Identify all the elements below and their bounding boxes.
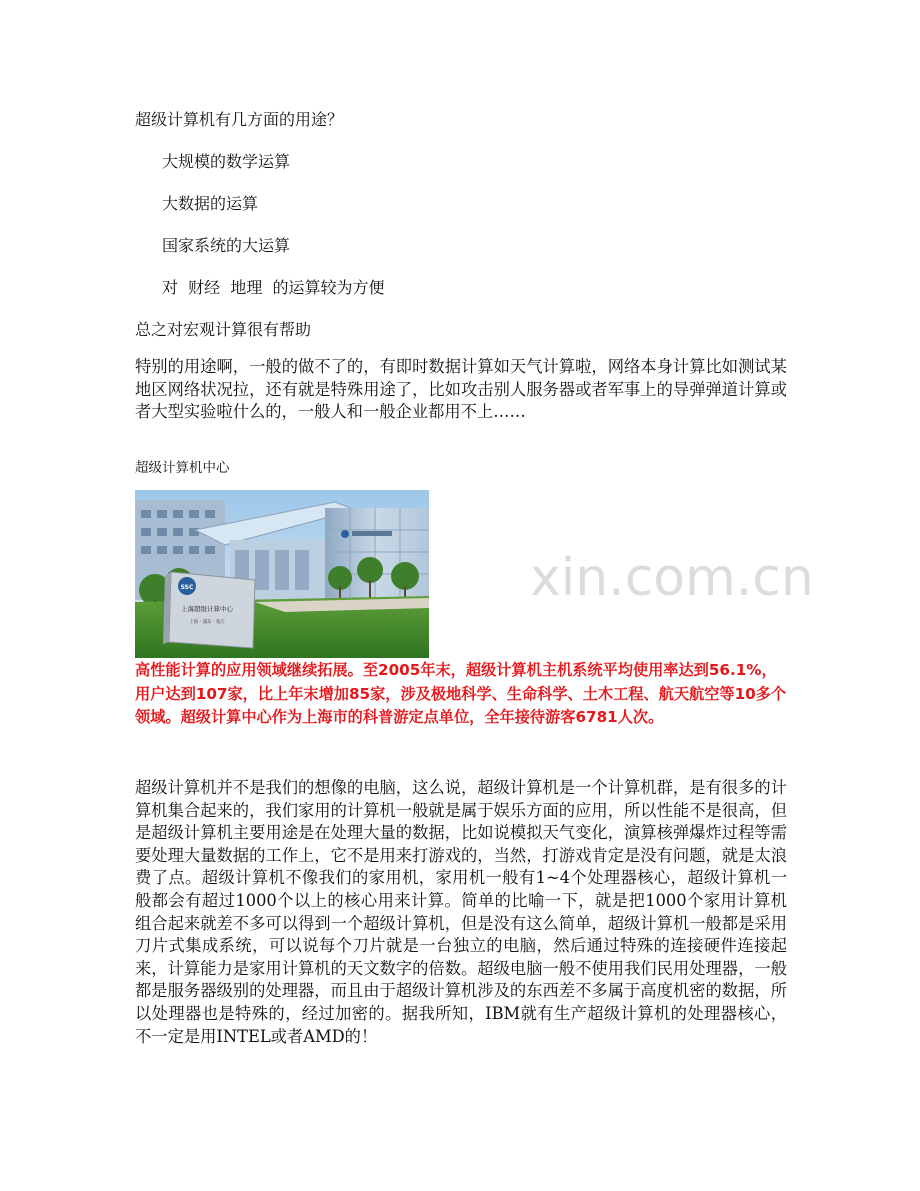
sign-address-text: 上海 · 浦东 · 张江 <box>189 620 225 625</box>
body-paragraph: 超级计算机并不是我们的想像的电脑，这么说，超级计算机是一个计算机群，是有很多的计算机集合起来的，我们家用的计算机一般就是属于娱乐方面的应用，所以性能不是很高，但是超级计算机主要用途是在处理大量的数据，比如说模拟天气变化，演算核弹爆炸过程等需要处理大量数据的工作上，它不是用来打游戏的，当然，打游戏肯定是没有问题，就是太浪费了点。超级计算机不像我们的家用机，家用机一般有1~4个处理器核心，超级计算机一般都会有超过1000个以上的核心用来计算。简单的比喻一下，就是把1000个家用计算机组合起来就差不多可以得到一个超级计算机，但是没有这么简单，超级计算机一般都是采用刀片式集成系统，可以说每个刀片就是一台独立的电脑，然后通过特殊的连接硬件连接起来，计算能力是家用计算机的天文数字的倍数。超级电脑一般不使用我们民用处理器，一般都是服务器级别的处理器，而且由于超级计算机涉及的东西差不多属于高度机密的数据，所以处理器也是特殊的，经过加密的。据我所知，IBM就有生产超级计算机的处理器核心，不一定是用INTEL或者AMD的！ <box>135 778 787 1046</box>
center-label: 超级计算机中心 <box>135 460 230 476</box>
supercomputer-center-photo <box>135 490 429 658</box>
summary-line: 总之对宏观计算很有帮助 <box>135 320 312 339</box>
sign-logo-text: SSC <box>180 584 194 591</box>
use-item-4: 对 财经 地理 的运算较为方便 <box>162 278 385 297</box>
sign-name-text: 上海超级计算中心 <box>181 605 233 613</box>
special-use-paragraph: 特别的用途啊，一般的做不了的，有即时数据计算如天气计算啦，网络本身计算比如测试某地区网络状况拉，还有就是特殊用途了，比如攻击别人服务器或者军事上的导弹弹道计算或者大型实验啦什么的，一般人和一般企业都用不上…… <box>135 357 787 421</box>
question-heading: 超级计算机有几方面的用途？ <box>135 110 344 129</box>
watermark-text: xin.com.cn <box>530 548 814 608</box>
use-item-2: 大数据的运算 <box>162 194 259 213</box>
use-item-3: 国家系统的大运算 <box>162 236 291 255</box>
use-item-1: 大规模的数学运算 <box>162 152 291 171</box>
highlight-paragraph: 高性能计算的应用领域继续拓展。至2005年末，超级计算机主机系统平均使用率达到56.1%，用户达到107家，比上年末增加85家，涉及极地科学、生命科学、土木工程、航天航空等10多个领域。超级计算中心作为上海市的科普游定点单位，全年接待游客6781人次。 <box>135 661 787 726</box>
